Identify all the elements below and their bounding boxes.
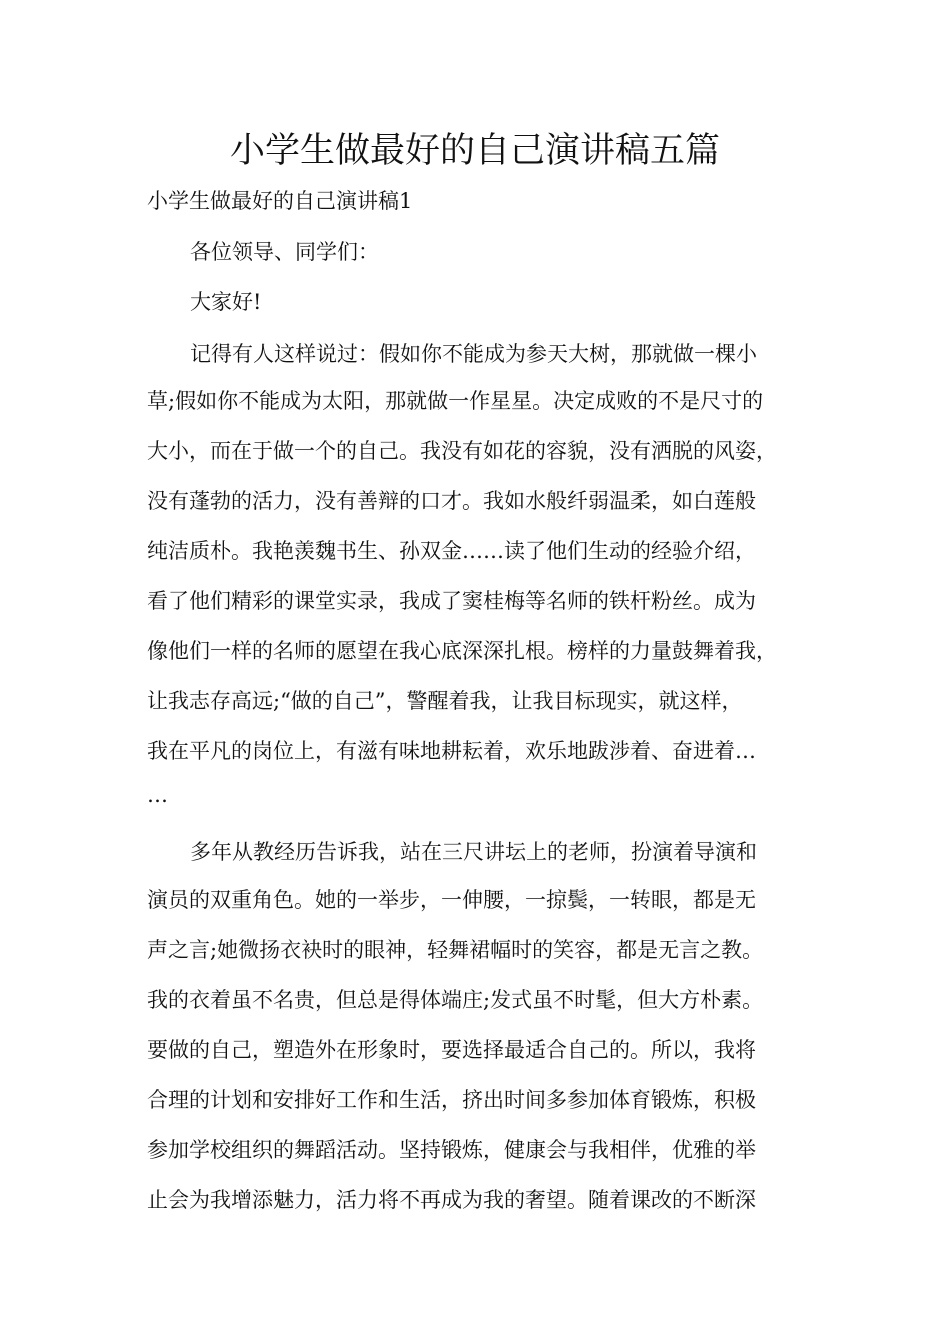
text-line: 大小，而在于做一个的自己。我没有如花的容貌，没有洒脱的风姿， xyxy=(147,439,777,463)
text-line: 合理的计划和安排好工作和生活，挤出时间多参加体育锻炼，积极 xyxy=(147,1088,756,1112)
text-line: 声之言;她微扬衣袂时的眼神，轻舞裙幅时的笑容，都是无言之教。 xyxy=(147,938,764,962)
text-line: 止会为我增添魅力，活力将不再成为我的奢望。随着课改的不断深 xyxy=(147,1188,756,1212)
document-subtitle: 小学生做最好的自己演讲稿1 xyxy=(147,189,413,213)
text-line-salutation: 各位领导、同学们： xyxy=(190,240,379,264)
text-line: 让我志存高远;“做的自己”，警醒着我，让我目标现实，就这样， xyxy=(147,689,743,713)
text-line: 演员的双重角色。她的一举步，一伸腰，一掠鬓，一转眼，都是无 xyxy=(147,888,756,912)
text-line: 参加学校组织的舞蹈活动。坚持锻炼，健康会与我相伴，优雅的举 xyxy=(147,1138,756,1162)
text-line: 多年从教经历告诉我，站在三尺讲坛上的老师，扮演着导演和 xyxy=(190,840,757,864)
text-line-greeting: 大家好! xyxy=(190,290,262,314)
text-line: 看了他们精彩的课堂实录，我成了窦桂梅等名师的铁杆粉丝。成为 xyxy=(147,589,756,613)
text-line: 我在平凡的岗位上，有滋有味地耕耘着，欢乐地跋涉着、奋进着… xyxy=(147,739,756,763)
text-line: 纯洁质朴。我艳羡魏书生、孙双金……读了他们生动的经验介绍， xyxy=(147,539,756,563)
text-line: … xyxy=(147,783,168,807)
text-line: 我的衣着虽不名贵，但总是得体端庄;发式虽不时髦，但大方朴素。 xyxy=(147,988,764,1012)
text-line: 像他们一样的名师的愿望在我心底深深扎根。榜样的力量鼓舞着我， xyxy=(147,639,777,663)
text-line: 记得有人这样说过：假如你不能成为参天大树，那就做一棵小 xyxy=(190,342,757,366)
document-title: 小学生做最好的自己演讲稿五篇 xyxy=(229,131,720,171)
text-line: 没有蓬勃的活力，没有善辩的口才。我如水般纤弱温柔，如白莲般 xyxy=(147,489,756,513)
text-line: 要做的自己，塑造外在形象时，要选择最适合自己的。所以，我将 xyxy=(147,1038,756,1062)
text-line: 草;假如你不能成为太阳，那就做一作星星。决定成败的不是尺寸的 xyxy=(147,389,764,413)
